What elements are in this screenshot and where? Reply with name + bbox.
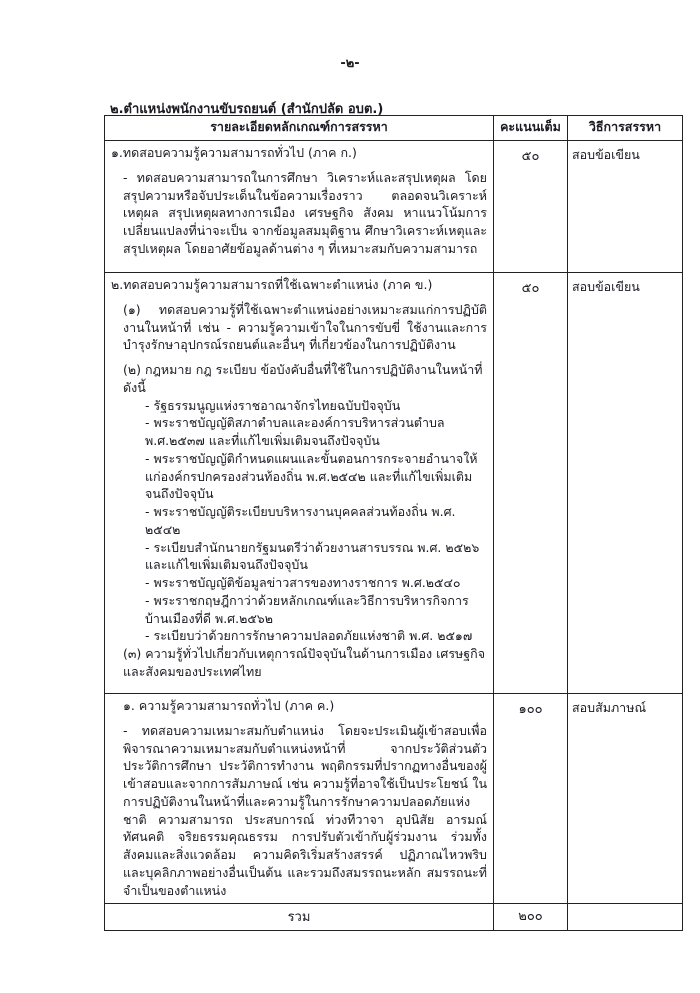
law-item: - พระราชบัญญัติกำหนดแผนและขั้นตอนการกระจายอำนาจให้แก่องค์กรปกครองส่วนท้องถิ่น พ.ศ.๒๕๔๒ และที่แก้ไขเพิ่มเติมจนถึงปัจจุบัน: [145, 450, 478, 502]
part2-item1: (๑) ทดสอบความรู้ที่ใช้เฉพาะตำแหน่งอย่างเหมาะสมแก่การปฏิบัติงานในหน้าที่ เช่น - ความรู้ความเข้าใจในการขับขี่ ใช้งานและการบำรุงรักษาอุปกรณ์รถยนต์และอื่นๆ ที่เกี่ยวข้องในการปฏิบัติงาน: [123, 301, 487, 353]
law-item: - รัฐธรรมนูญแห่งราชอาณาจักรไทยฉบับปัจจุบัน: [145, 397, 401, 413]
part1-body: - ทดสอบความสามารถในการศึกษา วิเคราะห์และสรุปเหตุผล โดยสรุปความหรือจับประเด็นในข้อความเรื่องราว ตลอดจนวิเคราะห์เหตุผล สรุปเหตุผลทางการเมือง เศรษฐกิจ สังคม หาแนวโน้มการเปลี่ยนแปลงที่น่าจะเป็น จากข้อมูลสมมุติฐาน ศึกษาวิเคราะห์เหตุและสรุปเหตุผล โดยอาศัยข้อมูลด้านต่าง ๆ ที่เหมาะสมกับความสามารถ: [123, 169, 487, 256]
total-method-empty: [568, 904, 683, 931]
header-row: [105, 116, 683, 141]
part2-heading: ๒.ทดสอบความรู้ความสามารถที่ใช้เฉพาะตำแหน่ง (ภาค ข.): [111, 277, 433, 292]
criteria-table: [104, 115, 683, 931]
law-item: - ระเบียบว่าด้วยการรักษาความปลอดภัยแห่งชาติ พ.ศ. ๒๕๑๗: [145, 628, 473, 644]
header-score: คะแนนเต็ม: [494, 116, 568, 141]
part3-score: ๑๐๐: [494, 694, 568, 904]
part3-method: สอบสัมภาษณ์: [568, 694, 683, 904]
header-method: วิธีการสรรหา: [568, 116, 683, 141]
page-number: -๒-: [340, 56, 360, 71]
part3-detail-cell: [105, 694, 494, 904]
law-item: - พระราชกฤษฎีกาว่าด้วยหลักเกณฑ์และวิธีการบริหารกิจการบ้านเมืองที่ดี พ.ศ.๒๕๖๒: [145, 592, 469, 626]
part2-score: ๕๐: [494, 273, 568, 694]
total-label: รวม: [105, 904, 494, 931]
part1-method: สอบข้อเขียน: [568, 141, 683, 273]
part2-item3: (๓) ความรู้ทั่วไปเกี่ยวกับเหตุการณ์ปัจจุบันในด้านการเมือง เศรษฐกิจและสังคมของประเทศไทย: [123, 646, 486, 679]
table-row-part3: [105, 694, 683, 904]
part2-method: สอบข้อเขียน: [568, 273, 683, 694]
part3-body: - ทดสอบความเหมาะสมกับตำแหน่ง โดยจะประเมินผู้เข้าสอบเพื่อพิจารณาความเหมาะสมกับตำแหน่งหน้าที่ จากประวัติส่วนตัว ประวัติการศึกษา ประวัติการทำงาน พฤติกรรมที่ปรากฏทางอื่นของผู้เข้าสอบและจากการสัมภาษณ์ เช่น ความรู้ที่อาจใช้เป็นประโยชน์ ในการปฏิบัติงานในหน้าที่และความรู้ในการรักษาความปลอดภัยแห่งชาติ ความสามารถ ประสบการณ์ ท่วงทีวาจา อุปนิสัย อารมณ์ ทัศนคติ จริยธรรมคุณธรรม การปรับตัวเข้ากับผู้ร่วมงาน ร่วมทั้งสังคมและสิ่งแวดล้อม ความคิดริเริ่มสร้างสรรค์ ปฏิภาณไหวพริบ และบุคลิกภาพอย่างอื่นเป็นต้น และรวมถึงสมรรถนะหลัก สมรรถนะที่จำเป็นของตำแหน่ง: [123, 722, 487, 898]
section-title: ๒.ตำแหน่งพนักงานขับรถยนต์ (สำนักปลัด อบต.): [110, 102, 384, 117]
header-detail: รายละเอียดหลักเกณฑ์การสรรหา: [105, 116, 494, 141]
part2-detail-cell: [105, 273, 494, 694]
table-row-part2: [105, 273, 683, 694]
table-row-part1: [105, 141, 683, 273]
total-row: [105, 904, 683, 931]
law-item: - พระราชบัญญัติสภาตำบลและองค์การบริหารส่วนตำบล พ.ศ.๒๕๓๗ และที่แก้ไขเพิ่มเติมจนถึงปัจจุบัน: [145, 415, 445, 448]
part2-item2: (๒) กฎหมาย กฎ ระเบียบ ข้อบังคับอื่นที่ใช้ในการปฏิบัติงานในหน้าที่ ดังนี้: [123, 362, 483, 395]
law-item: - พระราชบัญญัติข้อมูลข่าวสารของทางราชการ พ.ศ.๒๕๔๐: [145, 575, 461, 590]
law-item: - ระเบียบสำนักนายกรัฐมนตรีว่าด้วยงานสารบรรณ พ.ศ. ๒๕๒๖ และแก้ไขเพิ่มเติมจนถึงปัจจุบัน: [145, 539, 480, 573]
part1-score: ๕๐: [494, 141, 568, 273]
part3-heading: ๑. ความรู้ความสามารถทั่วไป (ภาค ค.): [123, 698, 335, 713]
part1-heading: ๑.ทดสอบความรู้ความสามารถทั่วไป (ภาค ก.): [111, 145, 357, 160]
part1-detail-cell: [105, 141, 494, 273]
law-item: - พระราชบัญญัติระเบียบบริหารงานบุคคลส่วนท้องถิ่น พ.ศ. ๒๕๔๒: [145, 504, 456, 537]
total-score: ๒๐๐: [494, 904, 568, 931]
